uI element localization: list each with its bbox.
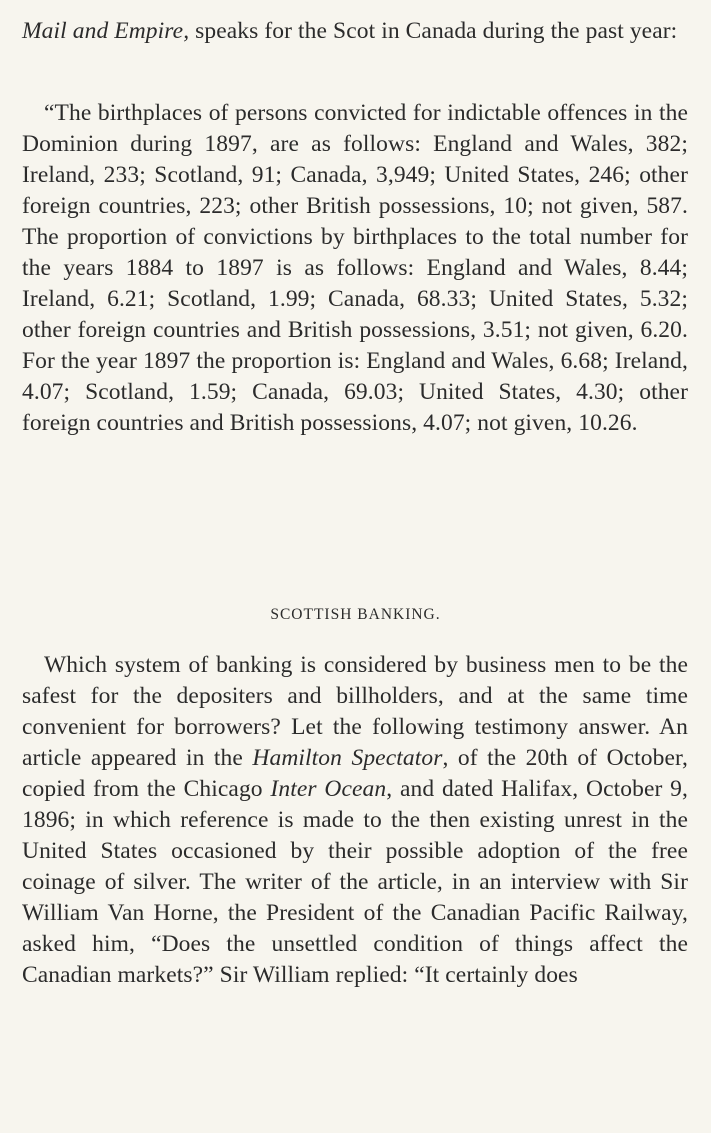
hamilton-spectator: Hamilton Spectator [252,745,443,771]
inter-ocean: Inter Ocean [270,776,387,802]
newspaper-title: Mail and Empire, [22,18,190,44]
intro-rest: speaks for the Scot in Canada during the past year: [189,18,678,44]
quote-text: “The birthplaces of persons convicted for indictable offences in the Dominion during 1897, are as follows: England and Wales, 382; Ireland, 233; Scotland, 91; Canada, 3,949; United States, 246; other foreign countries, 223; other British possessions, 10; not given, 587. The proportion of convictions by birthplaces to the total number for the years 1884 to 1897 is as follows: England and Wales, 8.44; Ireland, 6.21; Scotland, 1.99; Canada, 68.33; United States, 5.32; other foreign countries and British possessions, 3.51; not given, 6.20. For the year 1897 the proportion is: England and Wales, 6.68; Ireland, 4.07; Scotland, 1.59; Canada, 69.03; United States, 4.30; other foreign countries and British possessions, 4.07; not given, 10.26. [22,100,688,436]
section-heading: SCOTTISH BANKING. [270,606,441,623]
banking-paragraph [22,650,688,991]
banking-part-3: , and dated Halifax, October 9, 1896; in which reference is made to the then existing unrest in the United States occasioned by their possible adoption of the free coinage of silver. The writer of the article, in an interview with Sir William Van Horne, the President of the Canadian Pacific Railway, asked him, “Does the unsettled condition of things affect the Canadian markets?” Sir William replied: “It certainly does [22,776,688,988]
intro-paragraph [22,16,688,47]
quote-paragraph [22,98,688,439]
banking-part-2: , of the 20th of October, copied from the Chicago [22,745,688,802]
banking-part-1: Which system of banking is considered by business men to be the safest for the depositers and billholders, and at the same time convenient for borrowers? Let the following testimony answer. An article appeared in the [22,652,688,771]
banking-text [22,650,688,991]
intro-text [22,16,688,47]
